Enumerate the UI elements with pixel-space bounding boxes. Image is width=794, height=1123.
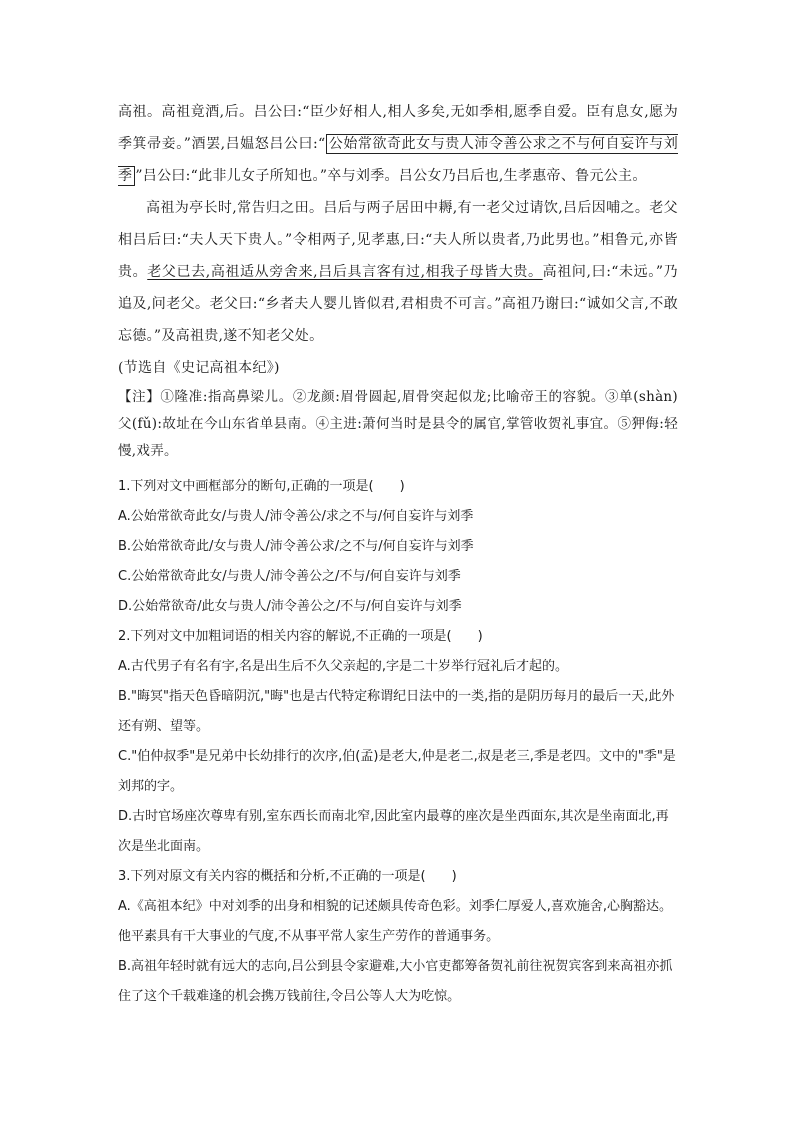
passage-paragraph-2 [118, 192, 678, 352]
question-2 [118, 622, 680, 862]
passage-source: (节选自《史记高祖本纪》) [118, 360, 280, 376]
option-b: B."晦冥"指天色昏暗阴沉,"晦"也是古代特定称谓纪日法中的一类,指的是阴历每月的最后一天,此外还有朔、望等。 [118, 689, 675, 734]
passage-text: 高祖问,曰:“未远。”乃追及,问老父。老父曰:“乡者夫人婴儿皆似君,君相贵不可言。”高祖乃谢曰:“诚如父言,不敢忘德。”及高祖贵,遂不知老父处。 [118, 264, 678, 344]
underlined-sentence: 老父已去,高祖适从旁舍来,吕后具言客有过,相我子母皆大贵。 [147, 264, 543, 280]
option-a: A.古代男子有名有字,名是出生后不久父亲起的,字是二十岁举行冠礼后才起的。 [118, 659, 569, 674]
question-1 [118, 472, 680, 622]
classical-passage [118, 96, 678, 465]
question-stem: 3.下列对原文有关内容的概括和分析,不正确的一项是( ) [118, 869, 457, 884]
annotation-notes: 【注】①隆准:指高鼻梁儿。②龙颜:眉骨圆起,眉骨突起似龙;比喻帝王的容貌。③单(shàn)父(fǔ):故址在今山东省单县南。④主进:萧何当时是县令的属官,掌管收贺礼事宜。⑤狎侮:轻慢,戏弄。 [118, 389, 678, 459]
option-b: B.公始常欲奇此/女与贵人/沛令善公求/之不与/何自妄许与刘季 [118, 539, 474, 554]
passage-paragraph-1 [118, 96, 678, 192]
question-list [118, 472, 680, 1012]
passage-text: ”吕公曰:“此非儿女子所知也。”卒与刘季。吕公女乃吕后也,生孝惠帝、鲁元公主。 [135, 168, 647, 184]
option-a: A.公始常欲奇此女/与贵人/沛令善公/求之不与/何自妄许与刘季 [118, 509, 474, 524]
option-d: D.古时官场座次尊卑有别,室东西长而南北窄,因此室内最尊的座次是坐西面东,其次是坐南面北,再次是坐北面南。 [118, 809, 669, 854]
question-stem: 1.下列对文中画框部分的断句,正确的一项是( ) [118, 479, 405, 494]
option-b: B.高祖年轻时就有远大的志向,吕公到县令家避难,大小官吏都筹备贺礼前往祝贺宾客到来高祖亦抓住了这个千载难逢的机会携万钱前往,令吕公等人大为吃惊。 [118, 959, 673, 1004]
option-d: D.公始常欲奇/此女与贵人/沛令善公之/不与/何自妄许与刘季 [118, 599, 462, 614]
option-a: A.《高祖本纪》中对刘季的出身和相貌的记述颇具传奇色彩。刘季仁厚爱人,喜欢施舍,心胸豁达。他平素具有干大事业的气度,不从事平常人家生产劳作的普通事务。 [118, 899, 673, 944]
option-c: C."伯仲叔季"是兄弟中长幼排行的次序,伯(孟)是老大,仲是老二,叔是老三,季是老四。文中的"季"是刘邦的字。 [118, 749, 676, 794]
passage-text: 高祖为亭长时,常告归之田。吕后与两子居田中耨,有一老父过请饮,吕后因哺之。老父相吕后曰:“夫人天下贵人。”令相两子,见孝惠,曰:“夫人所以贵者,乃此男也。”相鲁元,亦皆贵。 [118, 200, 678, 280]
question-3 [118, 862, 680, 1012]
option-c: C.公始常欲奇此女/与贵人/沛令善公之/不与/何自妄许与刘季 [118, 569, 461, 584]
question-stem: 2.下列对文中加粗词语的相关内容的解说,不正确的一项是( ) [118, 629, 483, 644]
passage-text: 高祖。高祖竟酒,后。吕公曰:“臣少好相人,相人多矣,无如季相,愿季自爱。臣有息女,愿为季箕帚妾。”酒罢,吕媪怒吕公曰:“ [118, 104, 678, 152]
boxed-sentence: 公始常欲奇此女与贵人沛令善公求之不与何自妄许与刘季 [118, 136, 678, 184]
